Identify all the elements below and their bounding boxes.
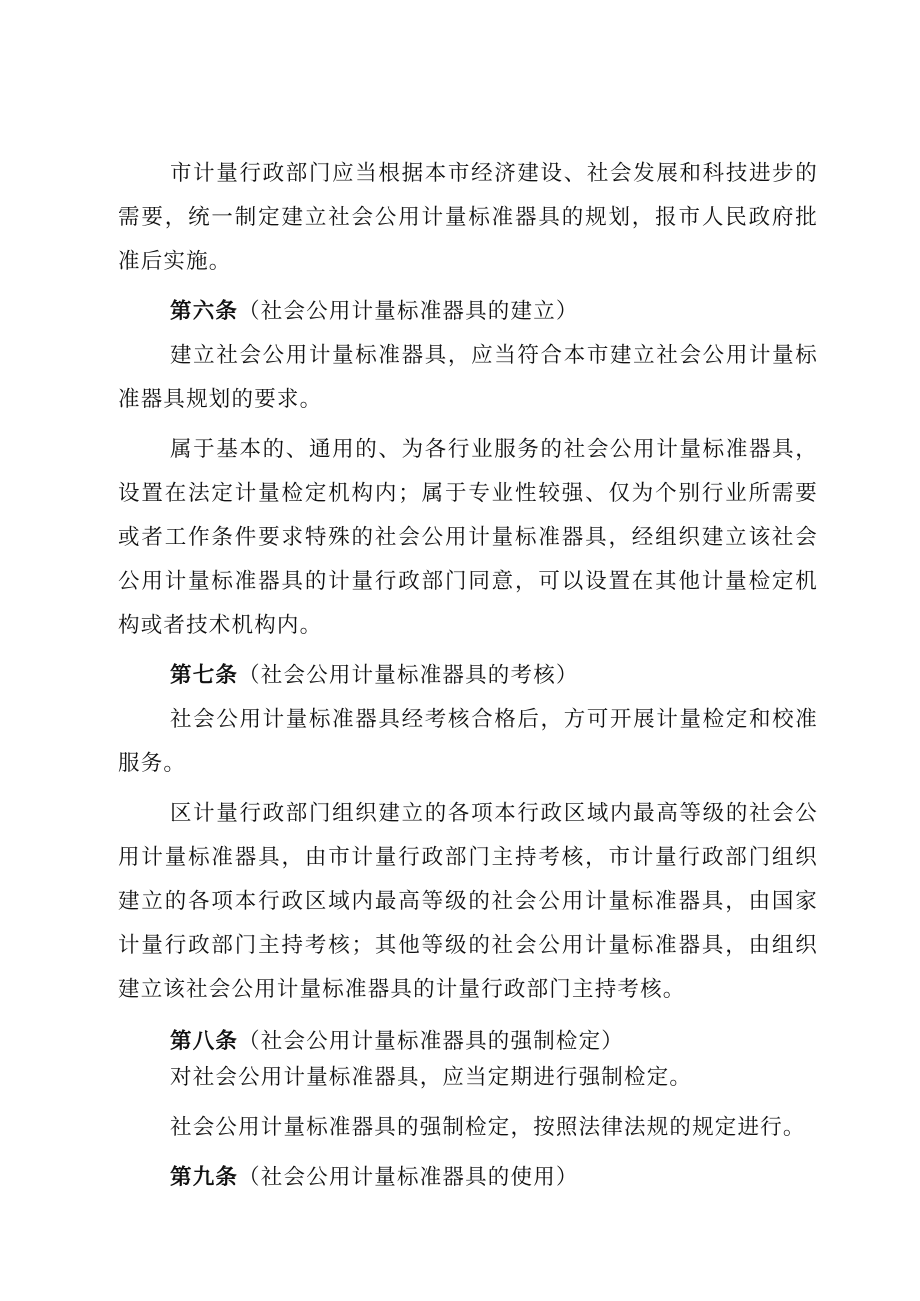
paragraph: 建立社会公用计量标准器具，应当符合本市建立社会公用计量标准器具规划的要求。 (118, 343, 818, 412)
article-heading-7 (118, 654, 818, 698)
article-number: 第八条 (170, 1029, 239, 1054)
article-heading-6 (118, 290, 818, 334)
paragraph: 社会公用计量标准器具经考核合格后，方可开展计量检定和校准服务。 (118, 707, 818, 776)
article-title: （社会公用计量标准器具的使用） (238, 1165, 579, 1190)
article-title: （社会公用计量标准器具的考核） (238, 663, 579, 688)
article-number: 第七条 (170, 663, 239, 688)
article-heading-9 (118, 1156, 818, 1200)
article-number: 第六条 (170, 299, 239, 324)
paragraph: 属于基本的、通用的、为各行业服务的社会公用计量标准器具，设置在法定计量检定机构内；属于专业性较强、仅为个别行业所需要或者工作条件要求特殊的社会公用计量标准器具，经组织建立该社会公用计量标准器具的计量行政部门同意，可以设置在其他计量检定机构或者技术机构内。 (118, 437, 818, 638)
paragraph: 市计量行政部门应当根据本市经济建设、社会发展和科技进步的需要，统一制定建立社会公用计量标准器具的规划，报市人民政府批准后实施。 (118, 161, 818, 274)
article-number: 第九条 (170, 1165, 239, 1190)
paragraph: 社会公用计量标准器具的强制检定，按照法律法规的规定进行。 (170, 1115, 806, 1140)
article-title: （社会公用计量标准器具的建立） (238, 299, 579, 324)
paragraph: 对社会公用计量标准器具，应当定期进行强制检定。 (170, 1065, 693, 1090)
article-title: （社会公用计量标准器具的强制检定） (238, 1029, 625, 1054)
document-body (118, 152, 818, 1200)
paragraph: 区计量行政部门组织建立的各项本行政区域内最高等级的社会公用计量标准器具，由市计量行政部门主持考核，市计量行政部门组织建立的各项本行政区域内最高等级的社会公用计量标准器具，由国家计量行政部门主持考核；其他等级的社会公用计量标准器具，由组织建立该社会公用计量标准器具的计量行政部门主持考核。 (118, 801, 818, 1002)
